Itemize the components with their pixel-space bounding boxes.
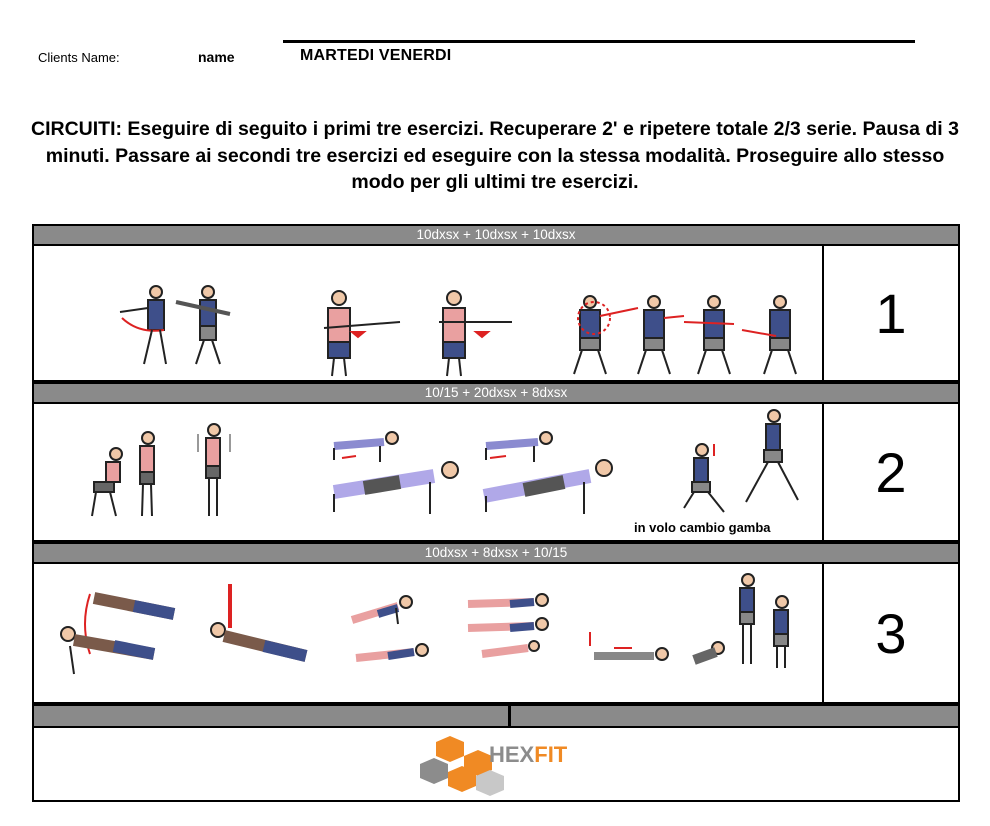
circuit-3-exercise-illustrations <box>34 564 824 702</box>
circuit-1-number: 1 <box>822 246 958 380</box>
training-days: MARTEDI VENERDI <box>300 47 452 64</box>
brand-hex: HEX <box>489 742 535 767</box>
circuit-2-number: 2 <box>822 404 958 540</box>
circuit-1-exercise-illustrations <box>34 246 824 380</box>
circuit-3-row <box>32 564 960 704</box>
days-rule <box>283 40 915 43</box>
footer-divider <box>508 706 511 726</box>
circuit-3-number: 3 <box>822 564 958 702</box>
circuit-sheet <box>32 224 960 802</box>
client-name-label: Clients Name: <box>38 50 120 65</box>
footer-row <box>32 728 960 802</box>
client-name-value: name <box>198 49 235 65</box>
hexfit-wordmark: HEXFIT <box>489 742 568 767</box>
footer-band <box>32 704 960 728</box>
circuit-instructions: CIRCUITI: Eseguire di seguito i primi tre esercizi. Recuperare 2' e ripetere totale 2/3 serie. Pausa di 3 minuti. Passare ai secondi tre esercizi ed eseguire con la stessa modalità. Proseguire allo stesso modo per gli ultimi tre esercizi. <box>31 118 959 193</box>
circuit-2-row <box>32 404 960 542</box>
circuit-3-header: 10dxsx + 8dxsx + 10/15 <box>32 542 960 564</box>
circuit-2-caption: in volo cambio gamba <box>634 520 771 535</box>
circuit-1-row <box>32 246 960 382</box>
circuit-1-header: 10dxsx + 10dxsx + 10dxsx <box>32 224 960 246</box>
circuit-2-header: 10/15 + 20dxsx + 8dxsx <box>32 382 960 404</box>
